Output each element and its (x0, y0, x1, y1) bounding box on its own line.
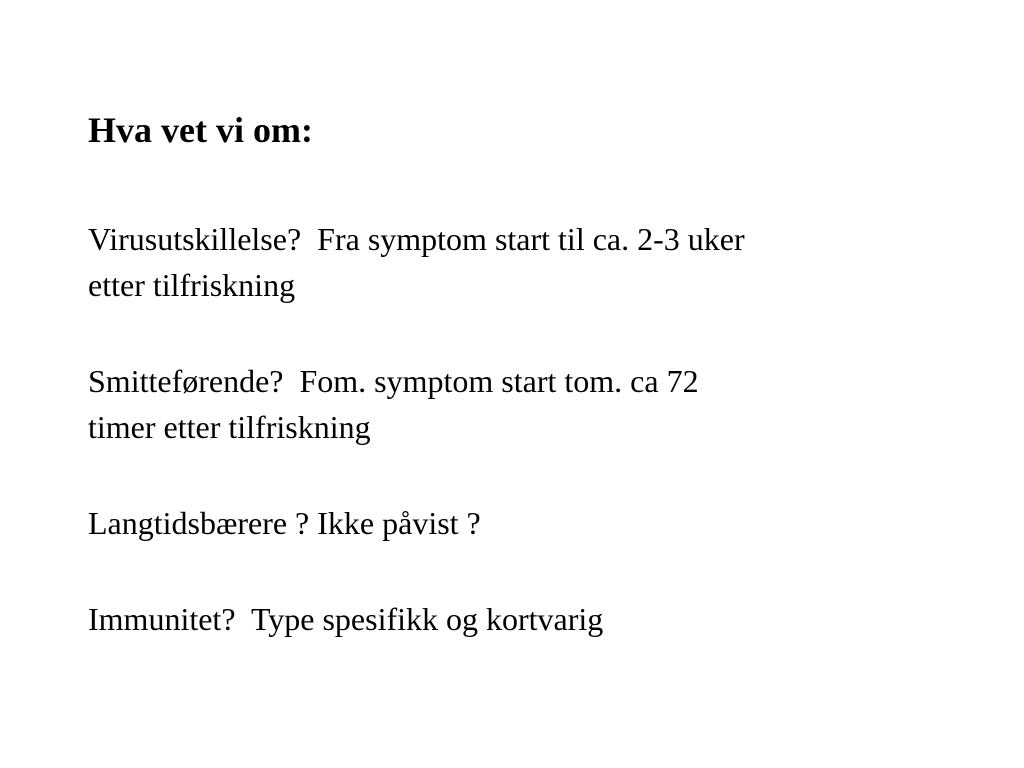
paragraph-line: Virusutskillelse? Fra symptom start til ca. 2-3 uker (88, 221, 745, 257)
paragraph-langtidsbaerere (88, 500, 948, 546)
slide-title: Hva vet vi om: (88, 110, 313, 150)
paragraph-virusutskillelse (88, 216, 948, 308)
paragraph-line: Immunitet? Type spesifikk og kortvarig (88, 601, 604, 637)
paragraph-line: timer etter tilfriskning (88, 409, 371, 445)
slide-body (88, 216, 948, 642)
paragraph-immunitet (88, 596, 948, 642)
paragraph-line: etter tilfriskning (88, 267, 296, 303)
paragraph-smitteforende (88, 358, 948, 450)
paragraph-line: Langtidsbærere ? Ikke påvist ? (88, 505, 481, 541)
paragraph-line: Smitteførende? Fom. symptom start tom. ca 72 (88, 363, 699, 399)
